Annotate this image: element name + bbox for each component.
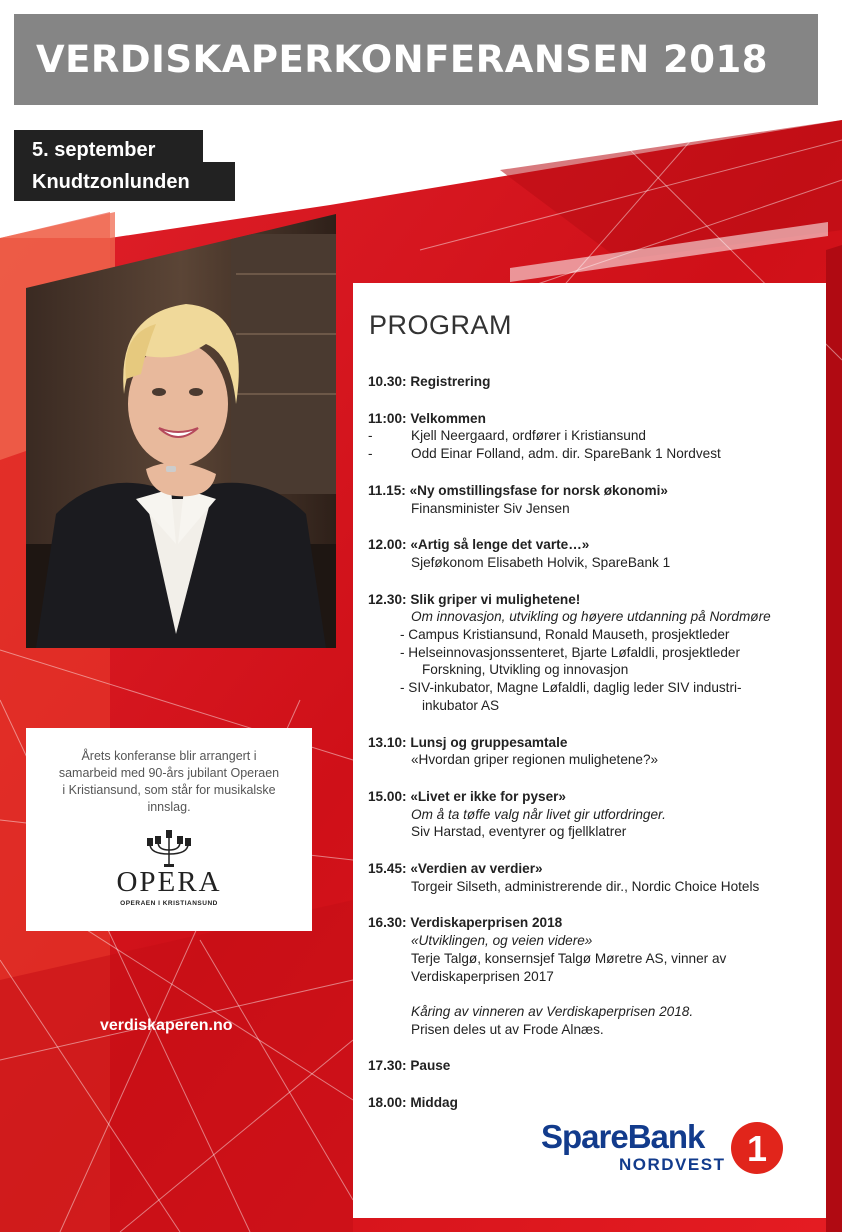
agenda-item bbox=[368, 788, 818, 841]
agenda-item-detail: Prisen deles ut av Frode Alnæs. bbox=[411, 1021, 604, 1037]
opera-info-box bbox=[26, 728, 312, 931]
agenda-subitem: - Campus Kristiansund, Ronald Mauseth, prosjektleder bbox=[400, 627, 730, 643]
page-title: VERDISKAPERKONFERANSEN 2018 bbox=[14, 14, 818, 105]
sparebank-logo-number: 1 bbox=[746, 1128, 768, 1169]
agenda-item-detail: Verdiskaperprisen 2017 bbox=[411, 968, 554, 984]
agenda-item bbox=[368, 373, 818, 391]
sparebank-logo bbox=[541, 1118, 791, 1182]
agenda-item-heading: 15.00: «Livet er ikke for pyser» bbox=[368, 788, 566, 804]
agenda-item-detail: Finansminister Siv Jensen bbox=[411, 500, 570, 516]
agenda-item bbox=[368, 734, 818, 769]
speaker-photo bbox=[26, 214, 336, 648]
agenda-item-heading: 17.30: Pause bbox=[368, 1058, 451, 1074]
agenda-item-heading: 12.30: Slik griper vi mulighetene! bbox=[368, 591, 581, 607]
agenda-item bbox=[368, 482, 818, 517]
sparebank-logo-subtitle: NORDVEST bbox=[619, 1155, 726, 1174]
agenda-item-heading: 16.30: Verdiskaperprisen 2018 bbox=[368, 915, 563, 931]
agenda-bullet: - Kjell Neergaard, ordfører i Kristiansund bbox=[368, 428, 646, 444]
agenda-item bbox=[368, 591, 818, 715]
agenda-item-detail: Terje Talgø, konsernsjef Talgø Møretre AS, vinner av bbox=[411, 950, 727, 966]
agenda-item bbox=[368, 860, 818, 895]
candelabra-icon bbox=[144, 828, 194, 868]
sparebank-logo-name: SpareBank bbox=[541, 1118, 705, 1155]
agenda-item-heading: 11:00: Velkommen bbox=[368, 410, 486, 426]
agenda-item-detail: Sjeføkonom Elisabeth Holvik, SpareBank 1 bbox=[411, 554, 671, 570]
program-panel bbox=[353, 283, 826, 1218]
agenda-item-heading: 12.00: «Artig så lenge det varte…» bbox=[368, 537, 590, 553]
agenda-item-subtitle: «Utviklingen, og veien videre» bbox=[411, 933, 593, 949]
agenda-item-heading: 18.00: Middag bbox=[368, 1095, 458, 1111]
agenda-item bbox=[368, 410, 818, 463]
sparebank-one-icon bbox=[729, 1120, 785, 1176]
program-title: PROGRAM bbox=[369, 310, 513, 340]
agenda-item-detail: «Hvordan griper regionen mulighetene?» bbox=[411, 752, 659, 768]
agenda-item-heading: 11.15: «Ny omstillingsfase for norsk økonomi» bbox=[368, 482, 668, 498]
agenda-item-subtitle: Om å ta tøffe valg når livet gir utfordringer. bbox=[411, 806, 666, 822]
website-link[interactable]: verdiskaperen.no bbox=[100, 1017, 233, 1034]
event-venue-label: Knudtzonlunden bbox=[14, 162, 235, 201]
agenda-item-heading: 13.10: Lunsj og gruppesamtale bbox=[368, 734, 568, 750]
opera-logo-subtitle: OPERAEN I KRISTIANSUND bbox=[120, 900, 218, 907]
agenda-item bbox=[368, 1057, 818, 1075]
opera-info-text: Årets konferanse blir arrangert i samarbeid med 90-års jubilant Operaen i Kristiansund, som står for musikalske innslag. bbox=[58, 749, 280, 814]
agenda-item bbox=[368, 914, 818, 1038]
agenda-bullet: - Odd Einar Folland, adm. dir. SpareBank 1 Nordvest bbox=[368, 446, 721, 462]
agenda-item bbox=[368, 536, 818, 571]
agenda-list bbox=[368, 373, 818, 1131]
agenda-item-heading: 10.30: Registrering bbox=[368, 374, 491, 389]
agenda-item-heading: 15.45: «Verdien av verdier» bbox=[368, 861, 543, 877]
agenda-item bbox=[368, 1094, 818, 1112]
agenda-subitem: - Helseinnovasjonssenteret, Bjarte Løfaldli, prosjektleder Forskning, Utvikling og innovasjon bbox=[400, 644, 741, 678]
agenda-item-subtitle: Kåring av vinneren av Verdiskaperprisen 2018. bbox=[411, 1003, 694, 1019]
agenda-item-subtitle: Om innovasjon, utvikling og høyere utdanning på Nordmøre bbox=[411, 609, 771, 625]
event-date-label: 5. september bbox=[14, 130, 203, 166]
opera-logo-name: OPERA bbox=[116, 866, 222, 898]
agenda-item-detail: Siv Harstad, eventyrer og fjellklatrer bbox=[411, 824, 627, 840]
agenda-subitem: - SIV-inkubator, Magne Løfaldli, daglig leder SIV industri- inkubator AS bbox=[400, 680, 742, 713]
agenda-item-detail: Torgeir Silseth, administrerende dir., Nordic Choice Hotels bbox=[411, 878, 760, 894]
